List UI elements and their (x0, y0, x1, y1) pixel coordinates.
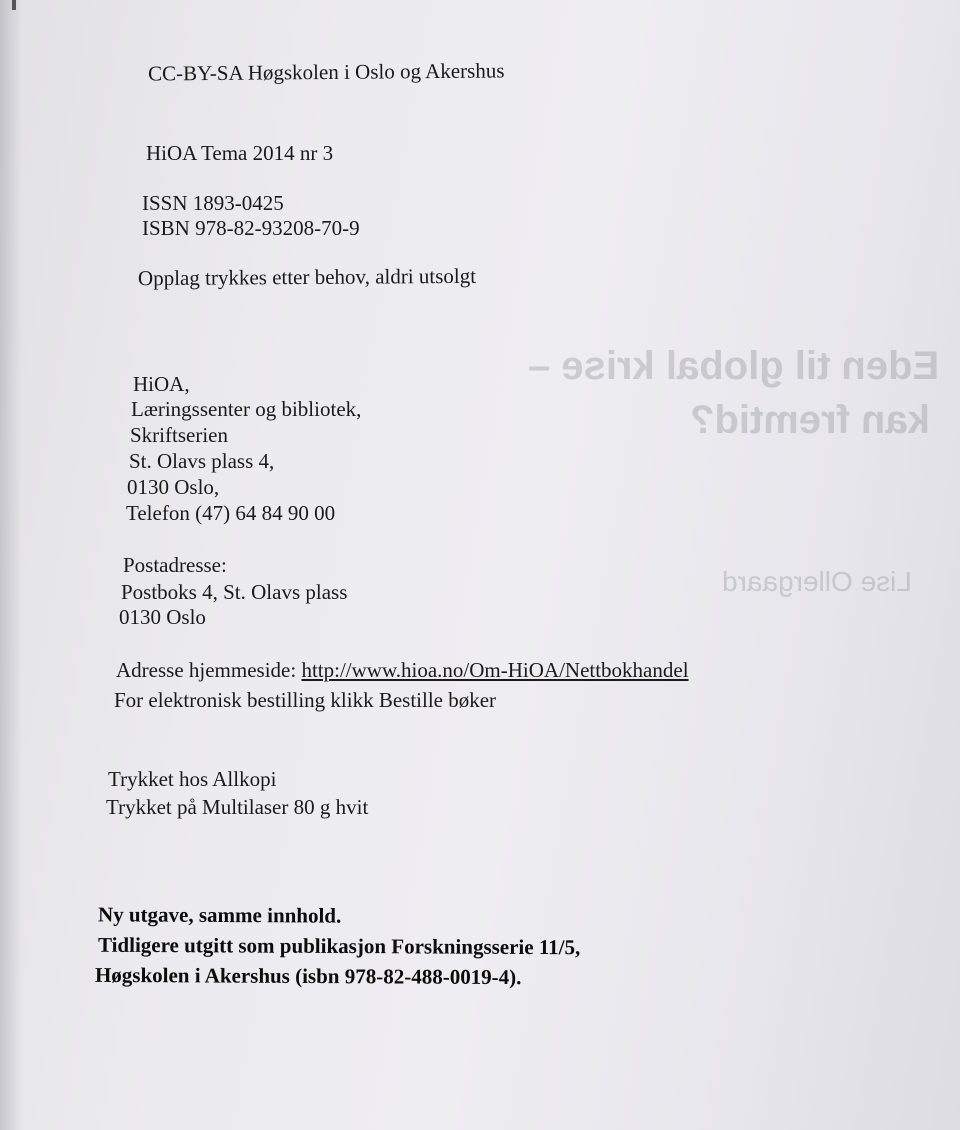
publisher-line-2: Læringssenter og bibliotek, (131, 397, 362, 421)
web-address-link[interactable]: http://www.hioa.no/Om-HiOA/Nettbokhandel (301, 658, 689, 682)
issn-line: ISSN 1893-0425 (142, 191, 284, 215)
paper-line: Trykket på Multilaser 80 g hvit (106, 795, 369, 819)
order-line: For elektronisk bestilling klikk Bestille bøker (114, 688, 497, 712)
postal-line-1: Postboks 4, St. Olavs plass (121, 580, 348, 604)
postal-label: Postadresse: (123, 553, 227, 577)
bleed-through-author: Lise Ollergaard (722, 566, 912, 597)
series-line: HiOA Tema 2014 nr 3 (146, 141, 334, 165)
postal-line-2: 0130 Oslo (119, 605, 206, 629)
edition-note-line-2: Tidligere utgitt som publikasjon Forskningsserie 11/5, (97, 932, 581, 960)
print-run-line: Opplag trykkes etter behov, aldri utsolgt (137, 263, 477, 291)
web-address-line (116, 660, 689, 681)
license-line: CC-BY-SA Høgskolen i Oslo og Akershus (147, 58, 505, 86)
web-address-label: Adresse hjemmeside: (116, 658, 302, 682)
publisher-line-3: Skriftserien (130, 423, 228, 447)
publisher-line-4: St. Olavs plass 4, (129, 449, 275, 473)
page-edge-mark (12, 0, 16, 10)
edition-note-line-3: Høgskolen i Akershus (isbn 978-82-488-0019-4). (94, 962, 522, 990)
publisher-line-5: 0130 Oslo, (127, 475, 220, 499)
publisher-line-1: HiOA, (133, 372, 190, 396)
bleed-through-title-line-2: kan fremtid? (690, 398, 931, 442)
edition-note-line-1: Ny utgave, samme innhold. (97, 902, 342, 928)
isbn-line: ISBN 978-82-93208-70-9 (142, 216, 360, 240)
publisher-line-6: Telefon (47) 64 84 90 00 (126, 501, 336, 525)
bleed-through-title-line-1: Eden til global krise – (528, 344, 940, 388)
page-edge-shadow (0, 0, 22, 1130)
printed-by-line: Trykket hos Allkopi (108, 767, 277, 791)
